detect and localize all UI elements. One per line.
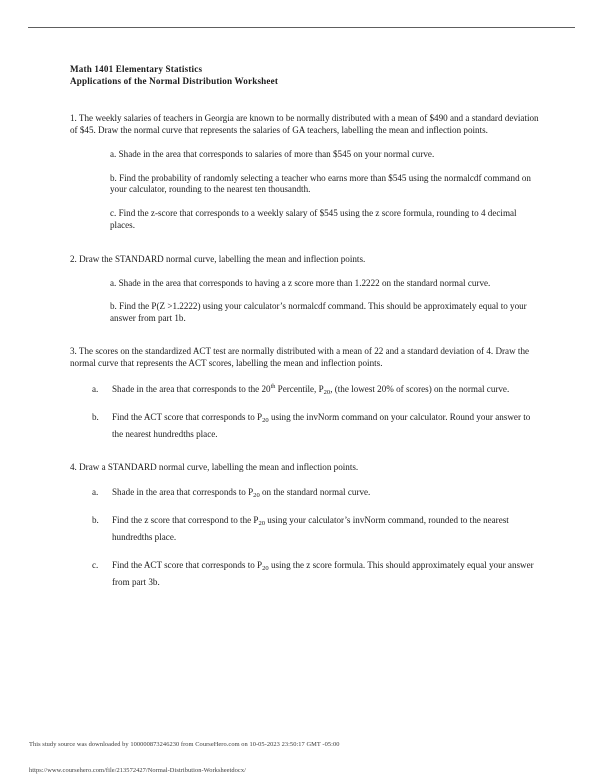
question-4-part-c	[70, 557, 542, 591]
percentile-subscript: 20	[262, 416, 269, 424]
question-2-stem: 2. Draw the STANDARD normal curve, labelling the mean and inflection points.	[70, 253, 366, 264]
part-text-after: on the standard normal curve.	[259, 487, 371, 498]
percentile-subscript: 20	[262, 565, 269, 573]
part-text-before: Find the ACT score that corresponds to P	[112, 411, 263, 422]
download-notice: This study source was downloaded by 100000873246230 from CourseHero.com on 10-05-2023 23:50:17 GMT -05:00	[29, 741, 340, 748]
list-marker: a.	[92, 487, 99, 498]
list-marker: b.	[92, 411, 99, 422]
question-4-part-b	[70, 512, 542, 546]
question-1	[70, 113, 542, 232]
question-2	[70, 254, 542, 325]
part-text-before: Shade in the area that corresponds to the 20	[112, 383, 271, 394]
question-4-parts	[70, 484, 542, 591]
list-marker: b.	[92, 515, 99, 526]
question-3-part-b	[70, 409, 542, 443]
course-title-line: Math 1401 Elementary Statistics	[70, 64, 203, 74]
question-3	[70, 346, 542, 443]
question-3-parts	[70, 381, 542, 443]
header-divider-rule	[28, 27, 575, 28]
question-2-part-a: a. Shade in the area that corresponds to having a z score more than 1.2222 on the standard normal curve.	[110, 277, 491, 288]
question-4	[70, 462, 542, 592]
document-body	[70, 64, 542, 591]
list-marker: c.	[92, 560, 99, 571]
percentile-subscript: 20	[258, 520, 266, 528]
part-text-after: using the z score formula. This should approximately equal your answer from part 3b.	[112, 560, 534, 588]
part-text-after: using the invNorm command on your calculator. Round your answer to the nearest hundredths place.	[112, 411, 531, 439]
question-3-stem: 3. The scores on the standardized ACT test are normally distributed with a mean of 22 and a standard deviation of 4. Draw the normal curve that represents the ACT scores, labelling the mean and inflection points.	[70, 345, 530, 368]
list-marker: a.	[92, 383, 99, 394]
document-title	[70, 64, 542, 87]
question-3-part-a	[70, 381, 542, 398]
question-2-part-b: b. Find the P(Z >1.2222) using your calculator’s normalcdf command. This should be approximately equal to your answer from part 1b.	[110, 301, 527, 324]
part-text-before: Shade in the area that corresponds to P	[112, 487, 254, 498]
part-text-after: using your calculator’s invNorm command, rounded to the nearest hundredths place.	[112, 515, 509, 543]
ordinal-superscript: th	[270, 382, 276, 390]
question-4-part-a	[70, 484, 542, 501]
source-url[interactable]: https://www.coursehero.com/file/213572427/Normal-Distribution-Worksheetdocx/	[29, 767, 246, 774]
part-text-after: , (the lowest 20% of scores) on the normal curve.	[330, 383, 510, 394]
question-4-stem: 4. Draw a STANDARD normal curve, labelling the mean and inflection points.	[70, 461, 359, 472]
worksheet-title-line: Applications of the Normal Distribution Worksheet	[70, 75, 279, 86]
question-1-part-c: c. Find the z-score that corresponds to a weekly salary of $545 using the z score formula, rounding to 4 decimal places.	[110, 208, 517, 230]
question-1-stem: 1. The weekly salaries of teachers in Georgia are known to be normally distributed with a mean of $490 and a standard deviation of $45. Draw the normal curve that represents the salaries of GA teachers, labelling the mean and inflection points.	[70, 113, 539, 135]
question-1-part-a: a. Shade in the area that corresponds to salaries of more than $545 on your normal curve.	[110, 148, 435, 159]
question-1-part-b: b. Find the probability of randomly selecting a teacher who earns more than $545 using the normalcdf command on your calculator, rounding to the nearest ten thousandth.	[110, 172, 531, 195]
percentile-subscript: 20	[253, 492, 260, 500]
part-text-before: Find the ACT score that corresponds to P	[112, 560, 263, 571]
percentile-subscript: 20	[323, 388, 331, 396]
part-text-before: Find the z score that correspond to the P	[112, 515, 259, 526]
part-text-mid: Percentile, P	[275, 383, 324, 394]
